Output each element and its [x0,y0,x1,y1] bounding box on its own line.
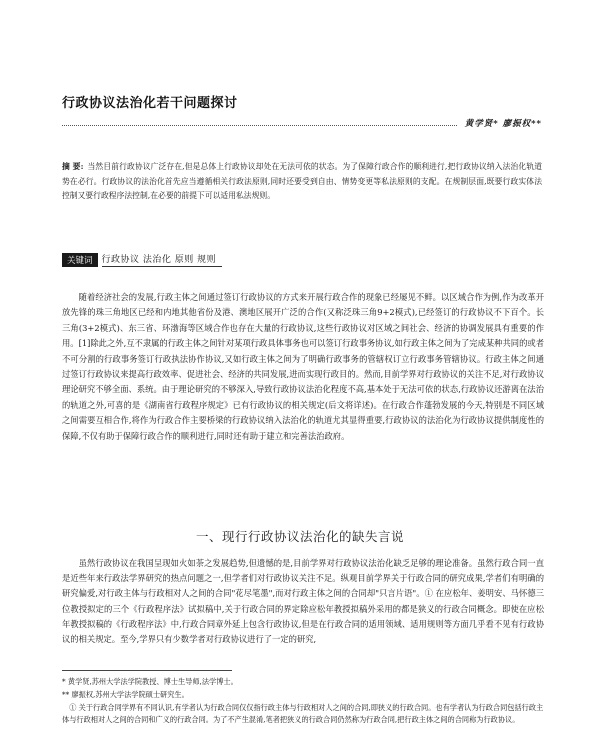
body-paragraph-2: 虽然行政协议在我国呈现如火如荼之发展趋势,但遗憾的是,目前学界对行政协议法治化缺乏足够的理论准备。虽然行政合同一直是近些年来行政法学界研究的热点问题之一,但学者们对行政协议关注不足。纵观目前学界关于行政合同的研究成果,学者们有明确的研究偏爱,对行政主体与行政相对人之间的合同"花尽笔墨",而对行政主体之间的合同却"只言片语"。① 在应松年、姜明安、马怀德三位教授拟定的三个《行政程序法》试拟稿中,关于行政合同的界定除应松年教授拟稿外采用的都是狭义的行政合同概念。即使在应松年教授拟稿的《行政程序法》中,行政合同章外延上包含行政协议,但是在行政合同的适用领域、适用规则等方面几乎看不见有行政协议的相关规定。至今,学界只有少数学者对行政协议进行了一定的研究, [62,558,544,645]
leader-dots [62,125,457,126]
footnote-divider [62,670,232,671]
body-paragraph-1: 随着经济社会的发展,行政主体之间通过签订行政协议的方式来开展行政合作的现象已经屡见不鲜。以区域合作为例,作为改革开放先锋的珠三角地区已经和内地其他省份及港、澳地区展开广泛的合作(又称泛珠三角9+2模式),已经签订的行政协议不下百个。长三角(3+2模式)、东三省、环渤海等区域合作也存在大量的行政协议,这些行政协议对区域之间社会、经济的协调发展具有重要的作用。[1]除此之外,互不隶属的行政主体之间针对某项行政具体事务也可以签订行政事务协议,如行政主体之间为了完成某种共同的或者不可分割的行政事务签订行政执法协作协议,又如行政主体之间为了明确行政事务的管辖权订立行政事务管辖协议。行政主体之间通过签订行政协议来提高行政效率、促进社会、经济的共同发展,进而实现行政目的。然而,目前学界对行政协议的关注不足,对行政协议理论研究不够全面、系统。由于理论研究的不够深入,导致行政协议法治化程度不高,基本处于无法可依的状态,行政协议还游离在法治的轨道之外,可喜的是《湖南省行政程序规定》已有行政协议的相关规定(后文将详述)。在行政合作蓬勃发展的今天,特别是不同区域之间需要互相合作,将作为行政合作主要桥梁的行政协议纳入法治化的轨道尤其显得重要,行政协议的法治化为行政协议提供制度性的保障,不仅有助于保障行政合作的顺利进行,同时还有助于建立和完善法治政府。 [62,292,544,441]
article-title: 行政协议法治化若干问题探讨 [62,96,238,111]
footnotes [62,676,544,727]
authors: 黄学贤* 廖振权** [464,119,542,129]
abstract-label: 摘 要: [62,162,84,171]
footnote-author-1: * 黄学贤,苏州大学法学院教授、博士生导师,法学博士。 [62,677,238,686]
section-heading: 一、现行行政协议法治化的缺失言说 [195,529,404,544]
keywords-text: 行政协议 法治化 原则 规则 [102,252,223,267]
author-line [62,117,542,129]
keywords-label: 关键词 [62,253,98,267]
keywords [62,252,542,267]
abstract [62,160,542,204]
footnote-author-2: ** 廖振权,苏州大学法学院硕士研究生。 [62,689,189,699]
footnote-1: ① 关于行政合同学界有不同认识,有学者认为行政合同仅仅指行政主体与行政相对人之间的合同,即狭义的行政合同。也有学者认为行政合同包括行政主体与行政相对人之间的合同和广义的行政合同。为了不产生混淆,笔者把狭义的行政合同仍然称为行政合同,把行政主体之间的合同称为行政协议。 [62,702,544,725]
abstract-text: 当然目前行政协议广泛存在,但是总体上行政协议却处在无法可依的状态。为了保障行政合作的顺利进行,把行政协议纳入法治化轨道势在必行。行政协议的法治化首先应当遵循相关行政法原则,同时还要受到自由、情势变更等私法原则的支配。在规制层面,既要行政实体法控制又要行政程序法控制,在必要的前提下可以适用私法规则。 [62,162,543,200]
